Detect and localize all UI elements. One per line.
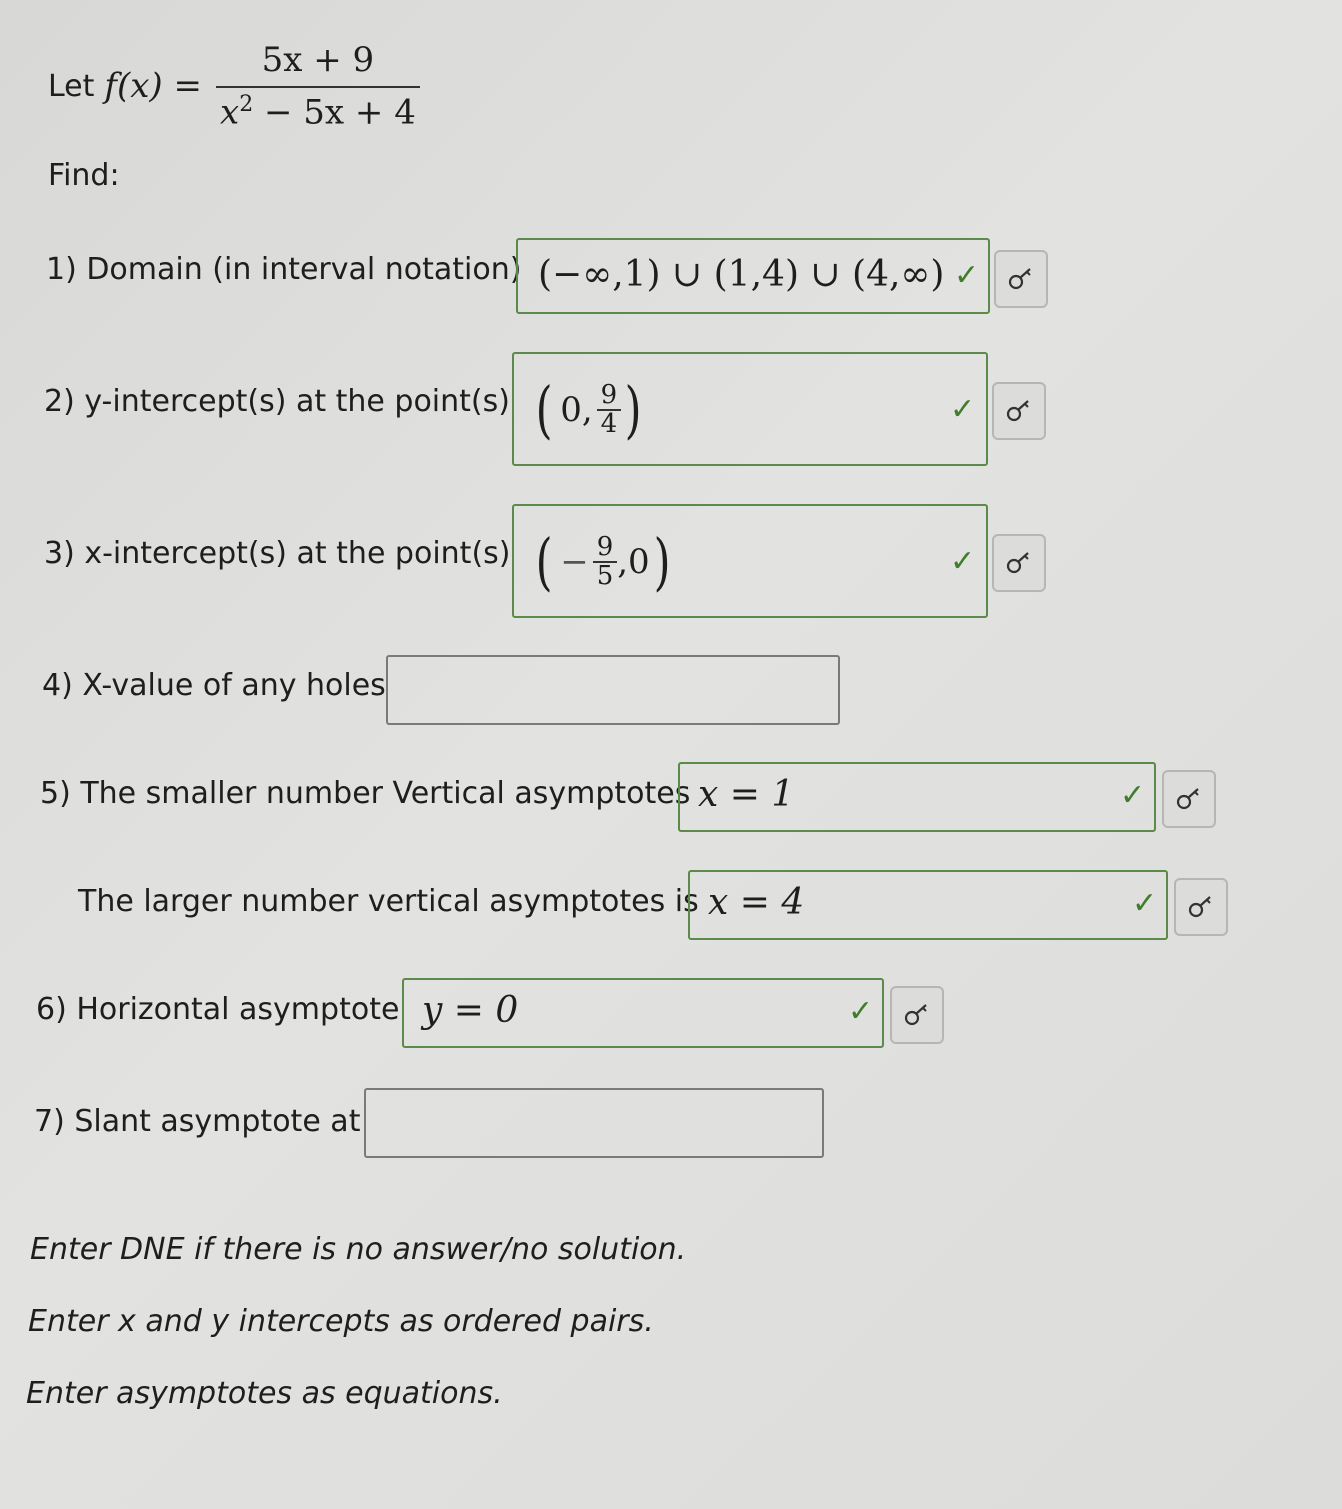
key-icon	[1003, 395, 1035, 427]
note-asymptotes: Enter asymptotes as equations.	[26, 1376, 503, 1411]
let-text: Let	[48, 68, 95, 104]
q4-label: 4) X-value of any holes	[42, 668, 386, 703]
key-icon	[1003, 547, 1035, 579]
q3-label: 3) x-intercept(s) at the point(s)	[44, 536, 511, 571]
checkmark-icon: ✓	[950, 392, 976, 427]
x-intercept-answer-box[interactable]	[512, 504, 988, 618]
y-intercept-fraction: $\frac{9}{4}$	[597, 382, 622, 439]
smaller-vertical-asymptote-answer: x = 1	[698, 774, 795, 815]
holes-answer-box[interactable]	[386, 655, 840, 725]
function-name: f(x) =	[104, 66, 202, 106]
left-paren: (	[535, 373, 553, 446]
larger-vertical-asymptote-answer: x = 4	[708, 882, 805, 923]
horizontal-asymptote-box[interactable]	[402, 978, 884, 1048]
function-definition	[48, 36, 420, 136]
note-intercepts: Enter x and y intercepts as ordered pairs.	[28, 1304, 654, 1339]
checkmark-icon: ✓	[848, 994, 874, 1029]
key-icon-button-q2[interactable]	[992, 382, 1046, 440]
x-intercept-fraction: $\frac{9}{5}$	[593, 534, 618, 591]
key-icon-button-q5a[interactable]	[1162, 770, 1216, 828]
q1-label: 1) Domain (in interval notation)	[46, 252, 522, 287]
key-icon-button-q5b[interactable]	[1174, 878, 1228, 936]
domain-answer-box[interactable]	[516, 238, 990, 314]
q2-label: 2) y-intercept(s) at the point(s)	[44, 384, 510, 419]
key-icon	[1173, 783, 1205, 815]
right-paren: )	[653, 525, 671, 598]
q5b-label: The larger number vertical asymptotes is	[78, 884, 699, 919]
domain-answer: (−∞,1) ∪ (1,4) ∪ (4,∞)	[538, 254, 945, 295]
numerator: 5x + 9	[216, 40, 420, 88]
key-icon	[901, 999, 933, 1031]
checkmark-icon: ✓	[1132, 886, 1158, 921]
checkmark-icon: ✓	[954, 258, 980, 293]
checkmark-icon: ✓	[950, 544, 976, 579]
q5a-label: 5) The smaller number Vertical asymptotes	[40, 776, 691, 811]
key-icon-button-q6[interactable]	[890, 986, 944, 1044]
smaller-vertical-asymptote-box[interactable]	[678, 762, 1156, 832]
key-icon-button-q1[interactable]	[994, 250, 1048, 308]
y-intercept-answer: ( 0, $\frac{9}{4}$ )	[535, 373, 642, 446]
q6-label: 6) Horizontal asymptote	[36, 992, 400, 1027]
larger-vertical-asymptote-box[interactable]	[688, 870, 1168, 940]
key-icon	[1005, 263, 1037, 295]
slant-asymptote-box[interactable]	[364, 1088, 824, 1158]
key-icon-button-q3[interactable]	[992, 534, 1046, 592]
q7-label: 7) Slant asymptote at	[34, 1104, 361, 1139]
key-icon	[1185, 891, 1217, 923]
left-paren: (	[535, 525, 553, 598]
checkmark-icon: ✓	[1120, 778, 1146, 813]
y-intercept-answer-box[interactable]	[512, 352, 988, 466]
right-paren: )	[624, 373, 642, 446]
denominator: $x^2 - 5x + 4$	[220, 91, 416, 133]
x-intercept-answer: ( − $\frac{9}{5}$ ,0 )	[535, 525, 671, 598]
note-dne: Enter DNE if there is no answer/no solution.	[30, 1232, 687, 1267]
horizontal-asymptote-answer: y = 0	[422, 990, 519, 1031]
function-fraction	[216, 40, 420, 132]
find-label: Find:	[48, 158, 120, 193]
